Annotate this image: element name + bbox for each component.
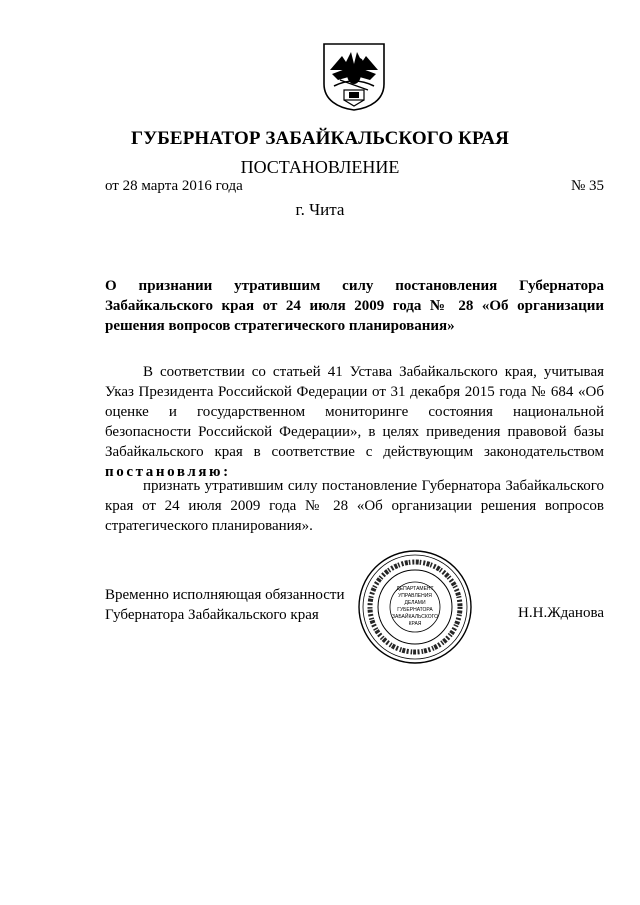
signatory-name: Н.Н.Жданова <box>518 605 604 621</box>
document-date: от 28 марта 2016 года <box>105 178 243 194</box>
seal-line-4: ГУБЕРНАТОРА <box>397 607 433 613</box>
authority-title: ГУБЕРНАТОР ЗАБАЙКАЛЬСКОГО КРАЯ <box>131 128 509 149</box>
document-subject: О признании утратившим силу постановления Губернатора Забайкальского края от 24 июля 2009 года № 28 «Об организации решения вопросов стратегического планирования» <box>105 278 604 334</box>
seal-line-6: КРАЯ <box>408 621 422 627</box>
zabaikalsky-coat-of-arms-icon <box>318 40 390 112</box>
document-type: ПОСТАНОВЛЕНИЕ <box>240 157 400 177</box>
signatory-position <box>105 585 345 625</box>
preamble-paragraph <box>105 362 604 482</box>
decree-word: постановляю: <box>105 464 231 480</box>
preamble-text: В соответствии со статьей 41 Устава Забайкальского края, учитывая Указ Президента Российской Федерации от 31 декабря 2015 года № 684 «Об оценке и государственном мониторинге состояния национальной безопасности Российской Федерации», в целях приведения правовой базы Забайкальского края в соответствие с действующим законодательством <box>105 364 604 460</box>
operative-paragraph: признать утратившим силу постановление Губернатора Забайкальского края от 24 июля 2009 года № 28 «Об организации решения вопросов стратегического планирования». <box>105 478 604 534</box>
signatory-position-line1: Временно исполняющая обязанности <box>105 587 345 603</box>
seal-line-1: ДЕПАРТАМЕНТ <box>396 586 434 592</box>
document-city: г. Чита <box>295 200 345 219</box>
signatory-position-line2: Губернатора Забайкальского края <box>105 607 319 623</box>
seal-line-5: ЗАБАЙКАЛЬСКОГО <box>392 614 438 620</box>
seal-line-3: ДЕЛАМИ <box>404 600 426 606</box>
official-stamp-icon <box>355 548 475 666</box>
seal-line-2: УПРАВЛЕНИЯ <box>398 593 432 599</box>
document-number: № 35 <box>570 178 604 194</box>
